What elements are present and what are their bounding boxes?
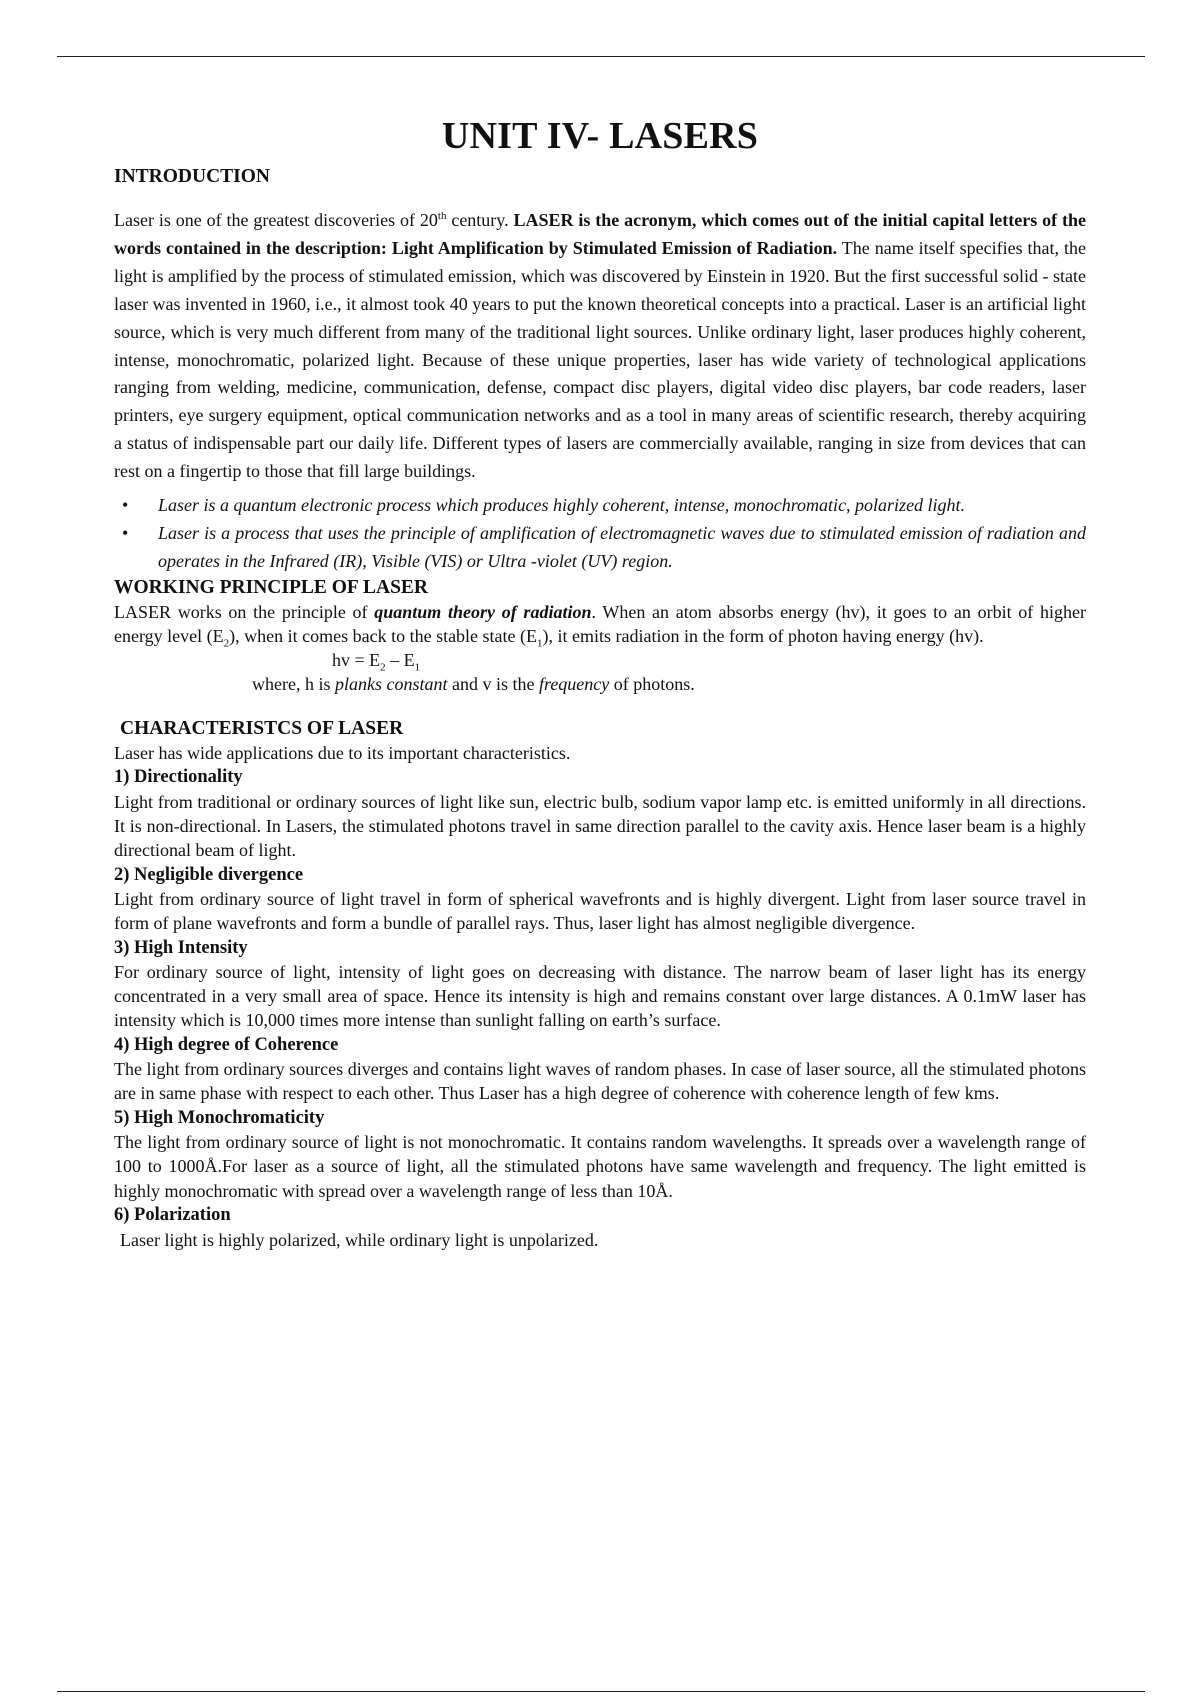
characteristic-title: 2) Negligible divergence: [114, 864, 304, 885]
working-paragraph: LASER works on the principle of quantum theory of radiation. When an atom absorbs energy (hv), it goes to an orbit of higher energy level $(E_2)$, when it comes back to the stable state $(E_1)$, it emits radiation in the form of photon having energy (hv).: [114, 602, 1086, 651]
working-heading: WORKING PRINCIPLE OF LASER: [114, 577, 429, 599]
bottom-rule: [57, 1691, 1145, 1692]
characteristic-text: For ordinary source of light, intensity of light goes on decreasing with distance. The narrow beam of laser light has its energy concentrated in a very small area of space. Hence its intensity is high and remains constant over large distances. A 0.1mW laser has intensity which is 10,000 times more intense than sunlight falling on earth’s surface.: [114, 961, 1086, 1031]
characteristic-title: 3) High Intensity: [114, 937, 248, 958]
intro-bullet-list: [114, 492, 1086, 575]
top-rule: [57, 56, 1145, 57]
characteristic-text: Laser light is highly polarized, while ordinary light is unpolarized.: [120, 1230, 599, 1251]
characteristics-intro: Laser has wide applications due to its important characteristics.: [114, 743, 571, 764]
page-title: UNIT IV- LASERS: [441, 115, 759, 157]
characteristic-text: Light from ordinary source of light travel in form of spherical wavefronts and is highly divergent. Light from laser source travel in form of plane wavefronts and form a bundle of parallel rays. Thus, laser light has almost negligible divergence.: [114, 888, 1086, 934]
characteristic-title: 5) High Monochromaticity: [114, 1107, 325, 1128]
list-item: • Laser is a quantum electronic process which produces highly coherent, intense, monochromatic, polarized light.: [122, 495, 966, 516]
energy-equation: hv = $E_2 - E_1$: [332, 650, 421, 675]
intro-paragraph: Laser is one of the greatest discoveries of 20th century. LASER is the acronym, which comes out of the initial capital letters of the words contained in the description: Light Amplification by Stimulated Emission of Radiation. The name itself specifies that, the light is amplified by the process of stimulated emission, which was discovered by Einstein in 1920. But the first successful solid - state laser was invented in 1960, i.e., it almost took 40 years to put the known theoretical concepts into a practical. Laser is an artificial light source, which is very much different from many of the traditional light sources. Unlike ordinary light, laser produces highly coherent, intense, monochromatic, polarized light. Because of these unique properties, laser has wide variety of technological applications ranging from welding, medicine, communication, defense, compact disc players, digital video disc players, bar code readers, laser printers, eye surgery equipment, optical communication networks and as a tool in many areas of scientific research, thereby acquiring a status of indispensable part our daily life. Different types of lasers are commercially available, ranging in size from devices that can rest on a fingertip to those that fill large buildings.: [114, 210, 1086, 482]
characteristic-text: The light from ordinary sources diverges and contains light waves of random phases. In case of laser source, all the stimulated photons are in same phase with respect to each other. Thus Laser has a high degree of coherence with coherence length of few kms.: [114, 1059, 1086, 1104]
list-item: • Laser is a process that uses the principle of amplification of electromagnetic waves due to stimulated emission of radiation and operates in the Infrared (IR), Visible (VIS) or Ultra -violet (UV) region.: [122, 522, 1086, 571]
characteristic-text: The light from ordinary source of light is not monochromatic. It contains random wavelengths. It spreads over a wavelength range of 100 to 1000Å.For laser as a source of light, all the stimulated photons have same wavelength and frequency. The light emitted is highly monochromatic with spread over a wavelength range of less than 10Å.: [114, 1131, 1086, 1201]
characteristic-title: 4) High degree of Coherence: [114, 1034, 339, 1055]
equation-legend: where, h is planks constant and v is the frequency of photons.: [252, 674, 695, 695]
characteristic-title: 1) Directionality: [114, 767, 243, 788]
document-page: [114, 110, 1086, 1253]
characteristic-title: 6) Polarization: [114, 1204, 231, 1225]
characteristic-text: Light from traditional or ordinary sources of light like sun, electric bulb, sodium vapor lamp etc. is emitted uniformly in all directions. It is non-directional. In Lasers, the stimulated photons travel in same direction parallel to the cavity axis. Hence laser beam is a highly directional beam of light.: [114, 791, 1086, 861]
intro-heading: INTRODUCTION: [114, 166, 271, 187]
characteristics-heading: CHARACTERISTCS OF LASER: [120, 718, 404, 740]
